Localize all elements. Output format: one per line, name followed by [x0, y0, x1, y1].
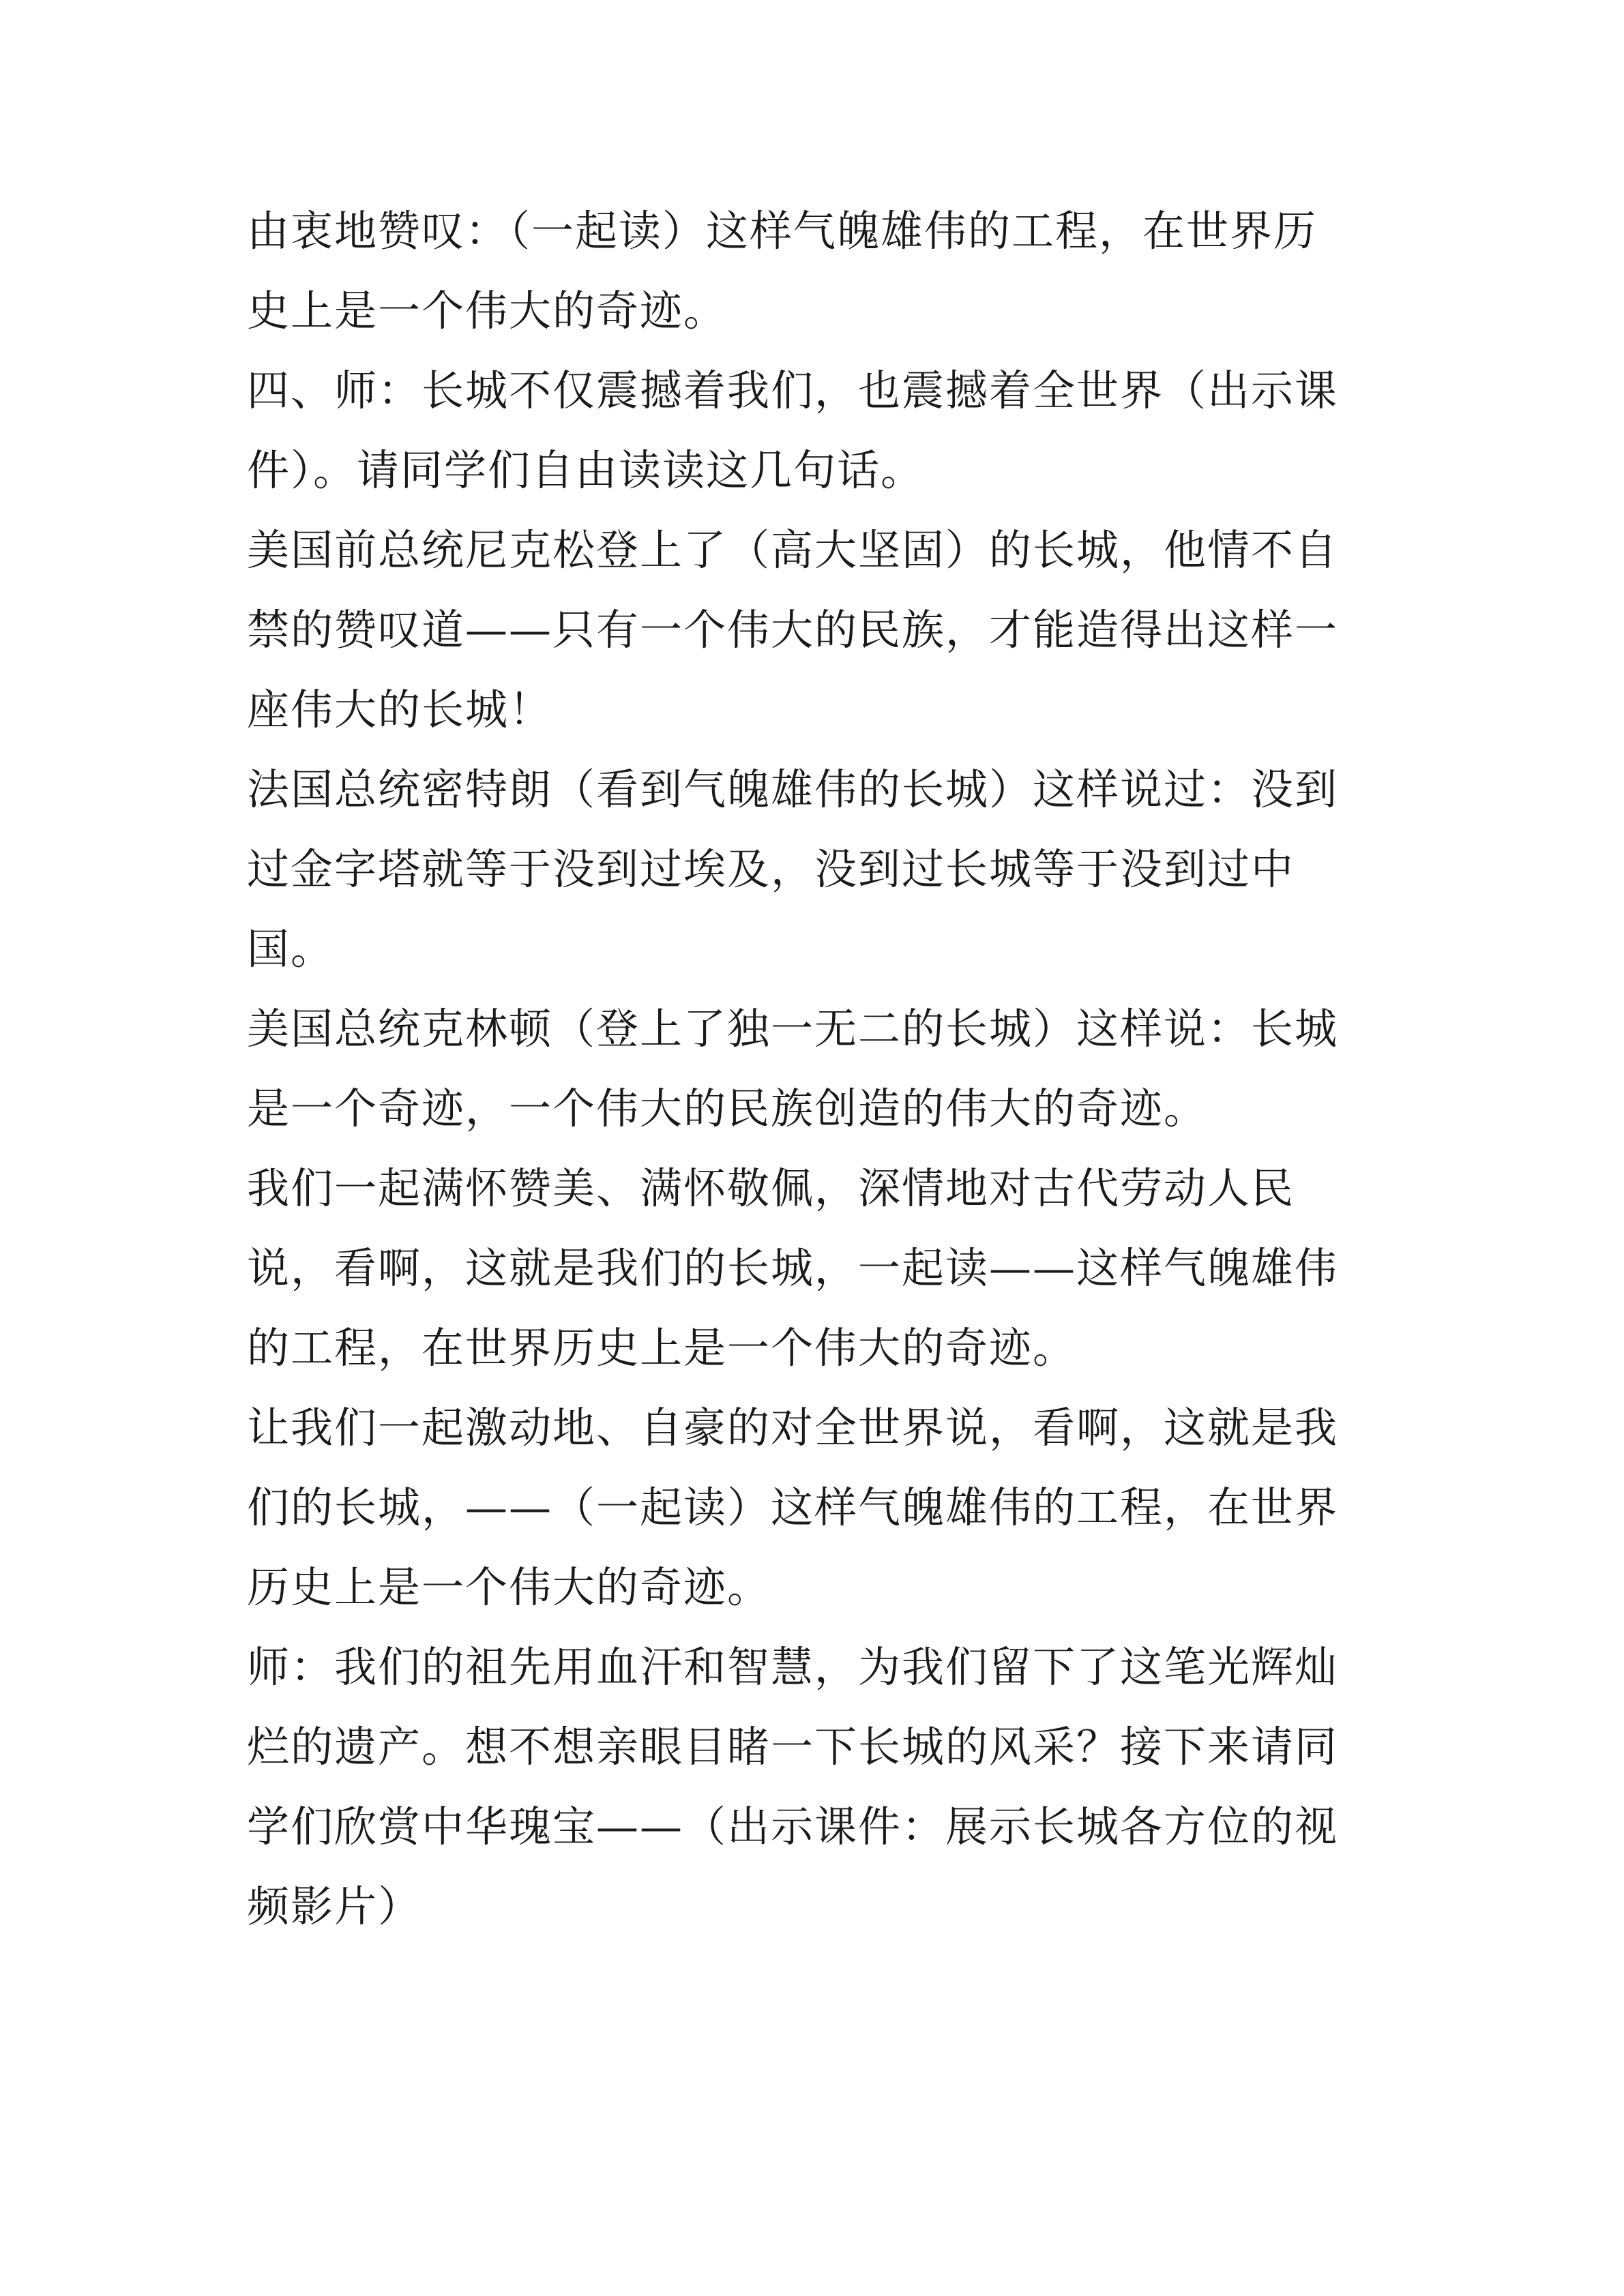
text-line: 的工程，在世界历史上是一个伟大的奇迹。 [247, 1323, 1077, 1373]
text-line: 过金字塔就等于没到过埃及，没到过长城等于没到过中 [247, 844, 1295, 894]
text-line: 法国总统密特朗（看到气魄雄伟的长城）这样说过：没到 [247, 764, 1339, 814]
text-line: 由衷地赞叹：（一起读）这样气魄雄伟的工程，在世界历 [247, 206, 1318, 256]
text-line: 美国总统克林顿（登上了独一无二的长城）这样说：长城 [247, 1004, 1339, 1054]
text-line: 是一个奇迹，一个伟大的民族创造的伟大的奇迹。 [247, 1084, 1208, 1133]
text-line: 国。 [247, 924, 335, 974]
text-line: 频影片） [247, 1881, 422, 1931]
text-line: 烂的遗产。想不想亲眼目睹一下长城的风采？接下来请同 [247, 1722, 1339, 1772]
text-line: 史上是一个伟大的奇迹。 [247, 286, 728, 336]
text-line: 我们一起满怀赞美、满怀敬佩，深情地对古代劳动人民 [247, 1163, 1295, 1213]
text-line: 座伟大的长城！ [247, 685, 553, 734]
text-line: 让我们一起激动地、自豪的对全世界说，看啊，这就是我 [247, 1403, 1339, 1452]
text-line: 说，看啊，这就是我们的长城，一起读——这样气魄雄伟 [247, 1243, 1339, 1293]
text-line: 历史上是一个伟大的奇迹。 [247, 1562, 771, 1612]
text-line: 件）。请同学们自由读读这几句话。 [247, 445, 925, 495]
text-line: 们的长城，——（一起读）这样气魄雄伟的工程，在世界 [247, 1482, 1339, 1532]
text-line: 四、师：长城不仅震撼着我们，也震撼着全世界（出示课 [247, 366, 1339, 415]
text-line: 禁的赞叹道——只有一个伟大的民族，才能造得出这样一 [247, 605, 1339, 655]
text-line: 师：我们的祖先用血汗和智慧，为我们留下了这笔光辉灿 [247, 1642, 1339, 1692]
text-line: 美国前总统尼克松登上了（高大坚固）的长城，他情不自 [247, 525, 1339, 575]
text-line: 学们欣赏中华瑰宝——（出示课件：展示长城各方位的视 [247, 1802, 1339, 1851]
document-body [247, 191, 1352, 1946]
